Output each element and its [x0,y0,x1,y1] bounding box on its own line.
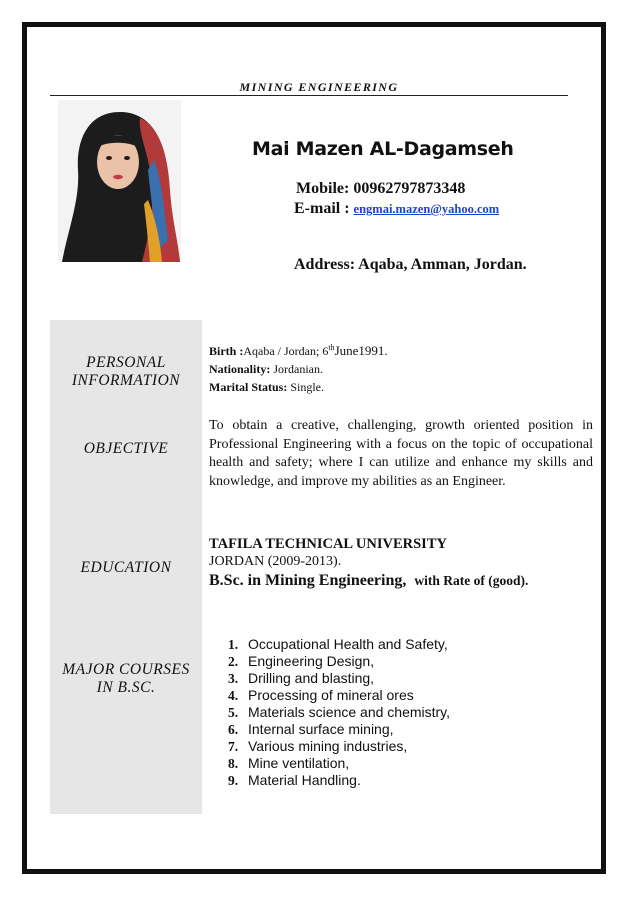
email-line [294,200,499,218]
mobile-value: 00962797873348 [353,180,466,197]
header-title: MINING ENGINEERING [239,80,399,94]
list-item: 2. Engineering Design, [228,653,375,669]
mobile-line [296,180,465,198]
mobile-label: Mobile: [296,180,350,197]
personal-details [209,339,388,396]
university-name: TAFILA TECHNICAL UNIVERSITY [209,536,447,552]
section-major-courses: MAJOR COURSES IN B.SC. [62,661,190,696]
list-item: 6. Internal surface mining, [228,721,394,737]
birth-line: Birth :Aqaba / Jordan; 6thJune1991. [209,343,388,358]
list-item: 5. Materials science and chemistry, [228,704,451,720]
list-item: 3. Drilling and blasting, [228,670,375,686]
header-divider [50,95,568,96]
email-link[interactable]: engmai.mazen@yahoo.com [353,202,500,216]
marital-status-line: Marital Status: Single. [209,380,324,394]
address-value: Aqaba, Amman, Jordan. [358,256,527,273]
list-item: 1. Occupational Health and Safety, [228,636,448,652]
section-education: EDUCATION [80,559,172,576]
section-personal-information: PERSONAL INFORMATION [71,354,181,389]
profile-photo [58,100,181,262]
address-line [294,256,527,274]
candidate-name: Mai Mazen AL-Dagamseh [252,138,514,160]
education-location-years: JORDAN (2009-2013). [209,554,342,569]
nationality-line: Nationality: Jordanian. [209,362,323,376]
section-objective: OBJECTIVE [83,440,169,457]
list-item: 9. Material Handling. [228,772,361,788]
list-item: 4. Processing of mineral ores [228,687,414,703]
address-label: Address: [294,256,356,273]
objective-text: To obtain a creative, challenging, growth oriented position in Professional Engineering with a focus on the topic of occupational health and safety; where I can utilize and enhance my skills and knowledge, and improve my abilities as an Engineer. [209,418,593,490]
email-label: E-mail : [294,200,350,217]
list-item: 8. Mine ventilation, [228,755,350,771]
course-list [228,636,450,789]
list-item: 7. Various mining industries, [228,738,408,754]
degree-line: B.Sc. in Mining Engineering, with Rate of (good). [209,572,529,589]
